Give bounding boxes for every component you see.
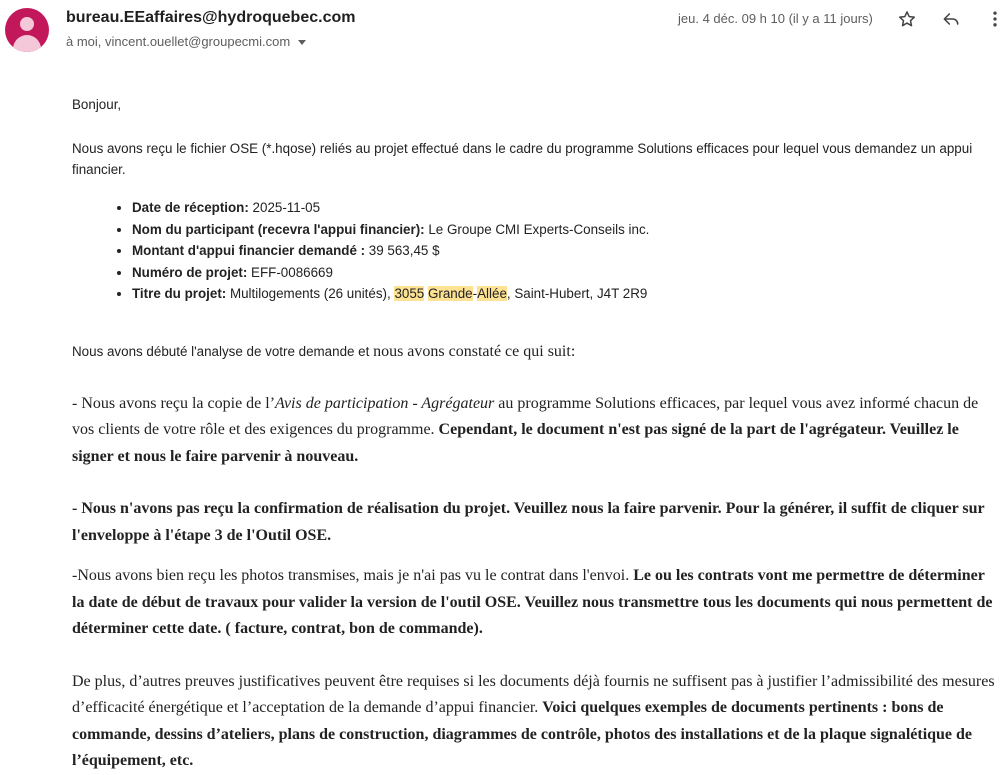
document-name: Avis de participation - Agrégateur [275, 394, 495, 412]
chevron-down-icon[interactable] [298, 40, 306, 45]
highlighted-text: Allée [477, 286, 507, 301]
dash-text: - [472, 286, 478, 301]
detail-label: Nom du participant (recevra l'appui financier): [132, 221, 425, 237]
list-item [132, 219, 1000, 241]
reply-icon [941, 9, 961, 29]
finding-bold-text: Le ou les contrats vont me permettre de déterminer la date de début de travaux pour valider la version de l'outil OSE. Veuillez nous transmettre tous les documents qui nous permettent de déterminer cette date. ( facture, contrat, bon de commande). [72, 567, 993, 637]
recipients-text: à moi, vincent.ouellet@groupecmi.com [66, 34, 291, 49]
detail-value: Multilogements (26 unités), [226, 286, 395, 301]
list-item [132, 262, 1000, 284]
finding-project-confirmation [72, 496, 1000, 549]
avatar-body-shape [13, 35, 41, 52]
finding-bold-text: Voici quelques exemples de documents pertinents : bons de commande, dessins d’ateliers, plans de construction, diagrammes de contrôle, photos des installations et de la plaque signalétique de l’équipement, etc. [72, 699, 973, 769]
recipients-line[interactable] [66, 34, 306, 49]
additional-evidence-paragraph [72, 669, 1000, 775]
greeting: Bonjour, [72, 97, 122, 112]
reply-button[interactable] [938, 6, 964, 32]
detail-label: Date de réception: [132, 200, 249, 215]
finding-bold-text: - Nous n'avons pas reçu la confirmation de réalisation du projet. Veuillez nous la faire parvenir. Pour la générer, il suffit de cliquer sur l'enveloppe à l'étape 3 de l'Outil OSE. [72, 500, 985, 544]
finding-contract [72, 563, 1000, 643]
intro-paragraph: Nous avons reçu le fichier OSE (*.hqose) reliés au projet effectué dans le cadre du programme Solutions efficaces pour lequel vous demandez un appui financier. [72, 141, 973, 177]
detail-label: Numéro de projet: [132, 264, 248, 280]
highlighted-text: Grande [427, 286, 473, 301]
finding-bold-text: Cependant, le document n'est pas signé de la part de l'agrégateur. Veuillez le signer et nous le faire parvenir à nouveau. [72, 421, 959, 465]
message-body [72, 96, 1000, 775]
detail-value: EFF-0086669 [247, 264, 333, 280]
finding-text: - Nous avons reçu la copie de l’ [72, 394, 276, 412]
analysis-started-paragraph [72, 340, 1000, 364]
project-details-list [72, 197, 1000, 305]
finding-text: -Nous avons bien reçu les photos transmises, mais je n'ai pas vu le contrat dans l'envoi. [72, 567, 634, 584]
detail-value: 2025-11-05 [248, 200, 321, 215]
detail-label: Montant d'appui financier demandé : [132, 243, 366, 258]
list-item [132, 283, 1000, 305]
more-vert-icon [985, 9, 1003, 29]
star-icon [897, 9, 917, 29]
detail-value: Le Groupe CMI Experts-Conseils inc. [424, 221, 650, 237]
avatar[interactable] [5, 8, 49, 52]
more-options-button[interactable] [982, 6, 1003, 32]
finding-aggregator-notice [72, 391, 1000, 471]
detail-value: , Saint-Hubert, J4T 2R9 [506, 286, 648, 301]
analysis-findings-lead: nous avons constaté ce qui suit: [373, 342, 576, 360]
sender-address[interactable]: bureau.EEaffaires@hydroquebec.com [66, 9, 356, 26]
finding-text: au programme Solutions efficaces, par lequel vous avez informé chacun de vos clients de votre rôle et des exigences du programme. [72, 394, 979, 438]
message-date: jeu. 4 déc. 09 h 10 (il y a 11 jours) [678, 11, 873, 26]
avatar-head-shape [20, 17, 34, 31]
star-button[interactable] [894, 6, 920, 32]
finding-text: De plus, d’autres preuves justificatives peuvent être requises si les documents déjà fournis ne suffisent pas à justifier l’admissibilité des mesures d’efficacité énergétique et l’acceptation de la demande d’appui financier. [72, 672, 995, 716]
highlighted-text: 3055 [394, 286, 425, 301]
list-item [132, 240, 1000, 262]
detail-value: 39 563,45 $ [365, 243, 440, 258]
detail-label: Titre du projet: [132, 286, 227, 301]
analysis-started-text: Nous avons débuté l'analyse de votre demande et [72, 343, 374, 359]
list-item [132, 197, 1000, 219]
